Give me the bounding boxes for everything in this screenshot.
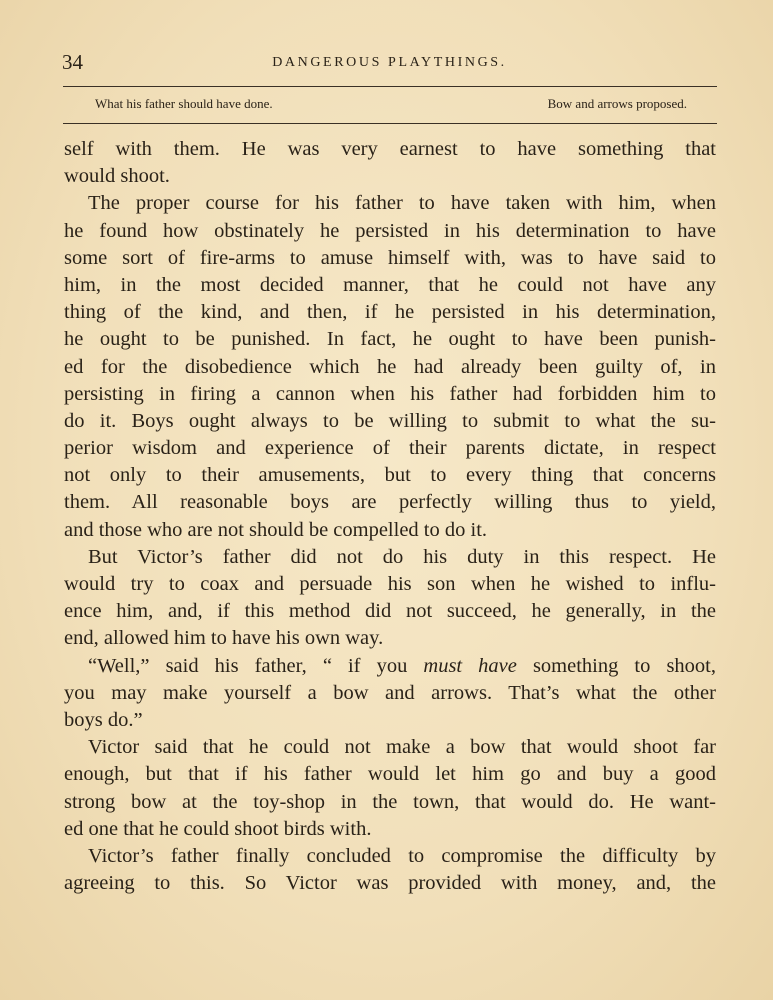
- text-line: agreeing to this. So Victor was provided with money, and, the: [64, 872, 716, 895]
- text-line: and those who are not should be compelled to do it.: [64, 518, 488, 541]
- running-head: [62, 50, 717, 76]
- text-line: do it. Boys ought always to be willing to submit to what the su-: [64, 409, 716, 432]
- text-line: you may make yourself a bow and arrows. That’s what the other: [64, 681, 716, 704]
- text-line: him, in the most decided manner, that he could not have any: [64, 273, 716, 296]
- side-headings: [95, 95, 687, 115]
- header-rule-bottom: [63, 123, 717, 124]
- text-line: ed for the disobedience which he had already been guilty of, in: [64, 355, 716, 378]
- quote-text: “Well,” said his father, “ if you: [88, 654, 424, 677]
- text-line: them. All reasonable boys are perfectly willing thus to yield,: [64, 491, 716, 514]
- text-line: persisting in firing a cannon when his father had forbidden him to: [64, 382, 716, 405]
- text-line: boys do.”: [64, 708, 143, 731]
- text-line: ence him, and, if this method did not succeed, he generally, in the: [64, 600, 716, 623]
- text-line: would try to coax and persuade his son when he wished to influ-: [64, 573, 716, 595]
- text-line: not only to their amusements, but to every thing that concerns: [64, 464, 716, 487]
- text-line: strong bow at the toy-shop in the town, that would do. He want-: [64, 790, 716, 813]
- text-line: ed one that he could shoot birds with.: [64, 817, 372, 840]
- paragraph-start-line: Victor said that he could not make a bow that would shoot far: [88, 736, 716, 759]
- paragraph-start-line: The proper course for his father to have taken with him, when: [88, 192, 716, 215]
- text-line: he found how obstinately he persisted in his determination to have: [64, 219, 716, 242]
- body-text: [64, 136, 716, 897]
- italic-emphasis: must have: [423, 654, 517, 677]
- text-line: he ought to be punished. In fact, he ought to have been punish-: [64, 328, 716, 351]
- text-line: enough, but that if his father would let him go and buy a good: [64, 763, 716, 786]
- text-line: end, allowed him to have his own way.: [64, 627, 384, 650]
- paragraph-start-line: [64, 653, 716, 680]
- text-line: thing of the kind, and then, if he persisted in his determination,: [64, 301, 716, 324]
- text-line: some sort of fire-arms to amuse himself with, was to have said to: [64, 246, 716, 269]
- book-title: DANGEROUS PLAYTHINGS.: [272, 55, 507, 70]
- text-line: would shoot.: [64, 165, 170, 188]
- text-line: self with them. He was very earnest to have something that: [64, 138, 716, 160]
- side-heading-left: What his father should have done.: [95, 96, 273, 111]
- side-heading-right: Bow and arrows proposed.: [547, 96, 687, 111]
- header-rule-top: [63, 86, 717, 87]
- paragraph-start-line: But Victor’s father did not do his duty in this respect. He: [88, 545, 716, 568]
- text-line: perior wisdom and experience of their parents dictate, in respect: [64, 437, 716, 460]
- paragraph-start-line: Victor’s father finally concluded to compromise the difficulty by: [88, 844, 716, 867]
- quote-text: something to shoot,: [516, 654, 716, 677]
- page-number: 34: [62, 50, 83, 74]
